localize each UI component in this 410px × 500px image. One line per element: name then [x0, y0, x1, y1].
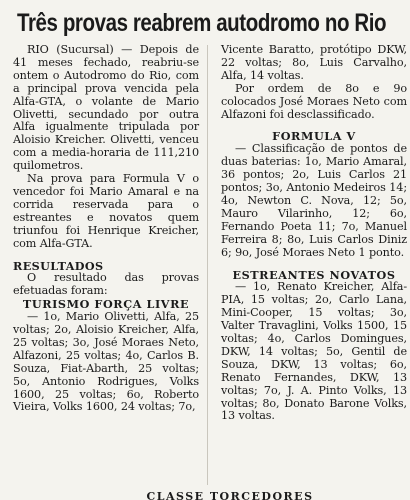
next-article-heading: CLASSE TORCEDORES	[146, 490, 314, 500]
formula-v-summary-paragraph: Na prova para Formula V o vencedor foi Mario Amaral e na corrida reservada para o estreantes e novatos quem triunfou foi Henrique Kreicher, com Alfa-GTA.	[13, 172, 199, 250]
turismo-heading: TURISMO FORÇA LIVRE	[22, 297, 190, 312]
left-column	[13, 44, 199, 414]
results-heading: RESULTADOS	[13, 258, 104, 273]
formula-v-heading: FORMULA V	[272, 129, 356, 144]
article-headline: Três provas reabrem autodromo no Rio	[17, 9, 387, 37]
results-intro: O resultado das provas efetuadas foram:	[13, 271, 199, 298]
turismo-results: — 1o, Mario Olivetti, Alfa, 25 voltas; 2o, Aloisio Kreicher, Alfa, 25 voltas; 3o, José Moraes Neto, Alfazoni, 25 voltas; 4o, Carlos B. Souza, Fiat-Abarth, 25 voltas; 5o, Antonio Rodrigues, Volks 1600, 25 voltas; 6o, Roberto Vieira, Volks 1600, 24 voltas; 7o,	[13, 310, 199, 414]
novatos-results: — 1o, Renato Kreicher, Alfa-PIA, 15 voltas; 2o, Carlo Lana, Mini-Cooper, 15 voltas; 3o, Valter Travaglini, Volks 1500, 15 voltas; 4o, Carlos Domingues, DKW, 14 voltas; 5o, Gentil de Souza, DKW, 13 voltas; 6o, Renato Fernandes, DKW, 13 voltas; 7o, J. A. Pinto Volks, 13 voltas; 8o, Donato Barone Volks, 13 voltas.	[221, 280, 407, 423]
right-column	[221, 44, 407, 423]
column-divider	[207, 45, 208, 485]
novatos-heading: ESTREANTES NOVATOS	[232, 267, 396, 282]
formula-v-results: — Classificação de pontos de duas baterias: 1o, Mario Amaral, 36 pontos; 2o, Luis Carlos 21 pontos; 3o, Antonio Medeiros 14; 4o, Newton C. Nova, 12; 5o, Mauro Vilarinho, 12; 6o, Fernando Poeta 11; 7o, Manuel Ferreira 8; 8o, Luis Carlos Diniz 6; 9o, José Moraes Neto 1 ponto.	[221, 142, 407, 259]
turismo-results-continued: Vicente Baratto, protótipo DKW, 22 voltas; 8o, Luis Carvalho, Alfa, 14 voltas.	[221, 43, 407, 82]
disqualification-note: Por ordem de 8o e 9o colocados José Moraes Neto com Alfazoni foi desclassificado.	[221, 81, 407, 121]
lead-paragraph: RIO (Sucursal) — Depois de 41 meses fechado, reabriu-se ontem o Autodromo do Rio, com a principal prova vencida pela Alfa-GTA, o volante de Mario Olivetti, secundado por outra Alfa igualmente tripulada por Aloisio Kreicher. Olivetti, venceu com a media-horaria de 111,210 quilometros.	[13, 43, 199, 173]
